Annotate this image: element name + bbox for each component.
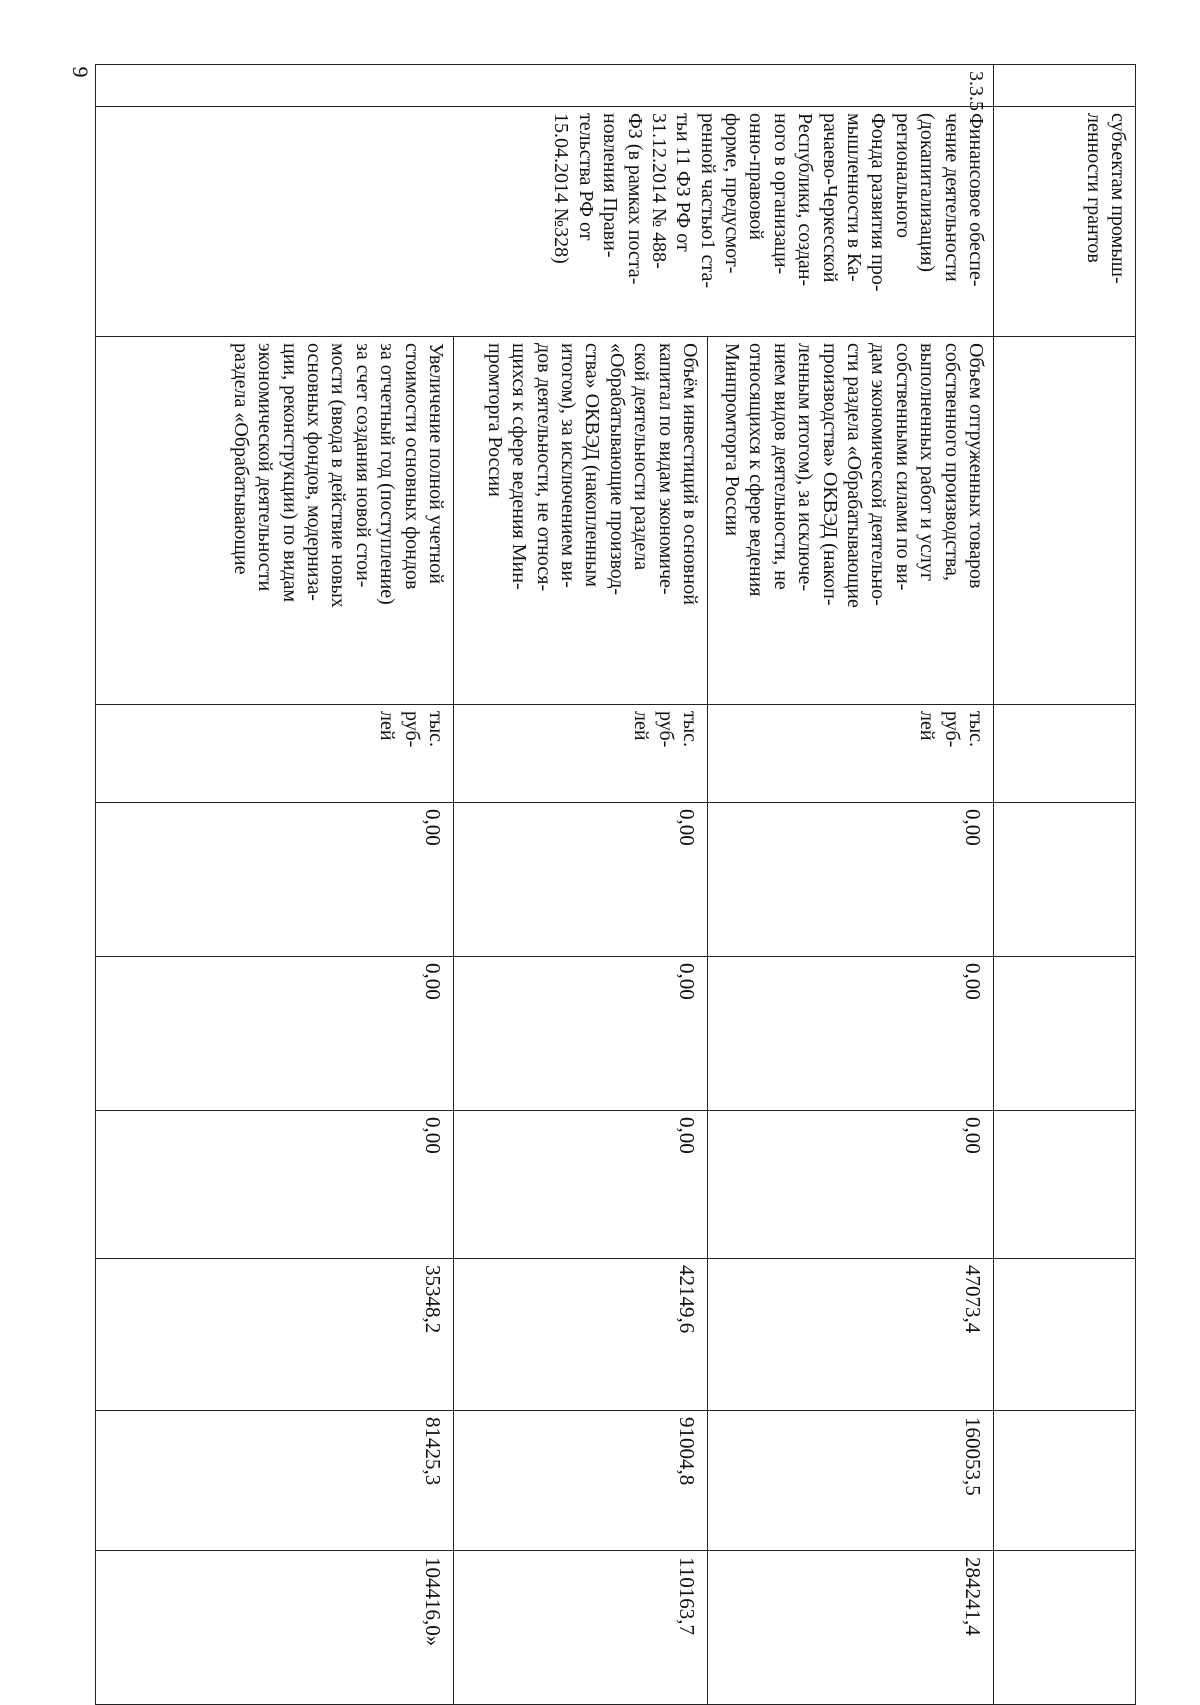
value-cell: 0,00 [708, 803, 994, 957]
value-cell: 35348,2 [96, 1259, 454, 1411]
table-row [708, 65, 994, 1705]
value-cell [994, 803, 1136, 957]
unit: тыс. руб- лей [454, 705, 708, 803]
value-cell [994, 1551, 1136, 1705]
indicator-name: Увеличение полной учетной стоимости основных фондов за отчетный год (поступление) за счет создания новой стои- мости (ввода в действие новых основных фондов, модерниза- ции, реконструкции) по видам экономической деятельности раздела «Обрабатывающие [96, 337, 454, 705]
program-name: субъектам промыш- ленности грантов [994, 107, 1136, 337]
unit [994, 705, 1136, 803]
value-cell: 91004,8 [454, 1411, 708, 1551]
value-cell: 104416,0» [96, 1551, 454, 1705]
value-cell [994, 1411, 1136, 1551]
value-cell: 0,00 [454, 1111, 708, 1259]
value-cell [994, 1259, 1136, 1411]
program-name: Финансовое обеспе- чение деятельности (докапитализация) регионального Фонда развития про- мышленности в Ка- рачаево-Черкесской Республики, создан- ного в организаци- онно-правовой форме, предусмот- ренной частью1 ста- тьи 11 ФЗ РФ от 31.12.2014 № 488- ФЗ (в рамках поста- новления Прави- тельства РФ от 15.04.2014 №328) [96, 107, 994, 337]
unit: тыс. руб- лей [708, 705, 994, 803]
value-cell: 0,00 [96, 803, 454, 957]
row-id: 3.3.5 [96, 65, 994, 107]
value-cell: 0,00 [96, 1111, 454, 1259]
value-cell: 47073,4 [708, 1259, 994, 1411]
page-number: 9 [68, 66, 93, 78]
value-cell: 284241,4 [708, 1551, 994, 1705]
value-cell: 110163,7 [454, 1551, 708, 1705]
value-cell [994, 1111, 1136, 1259]
value-cell: 0,00 [454, 957, 708, 1111]
table-row [994, 65, 1136, 1705]
rotated-table-container [96, 64, 1136, 1704]
value-cell: 160053,5 [708, 1411, 994, 1551]
value-cell: 81425,3 [96, 1411, 454, 1551]
indicator-name: Объём инвестиций в основной капитал по видам экономиче- ской деятельности раздела «Обрабатывающие производ- ства» ОКВЭД (накопленным итогом), за исключением ви- дов деятельности, не относя- щихся к сфере ведения Мин- промторга России [454, 337, 708, 705]
value-cell: 0,00 [708, 957, 994, 1111]
indicator-name [994, 337, 1136, 705]
value-cell: 42149,6 [454, 1259, 708, 1411]
row-id [994, 65, 1136, 107]
data-table [95, 64, 1136, 1705]
value-cell: 0,00 [454, 803, 708, 957]
value-cell: 0,00 [708, 1111, 994, 1259]
unit: тыс. руб- лей [96, 705, 454, 803]
value-cell: 0,00 [96, 957, 454, 1111]
value-cell [994, 957, 1136, 1111]
indicator-name: Объем отгруженных товаров собственного производства, выполненных работ и услуг собственными силами по ви- дам экономической деятельно- сти раздела «Обрабатывающие производства» ОКВЭД (накоп- ленным итогом), за исключе- нием видов деятельности, не относящихся к сфере ведения Минпромторга России [708, 337, 994, 705]
